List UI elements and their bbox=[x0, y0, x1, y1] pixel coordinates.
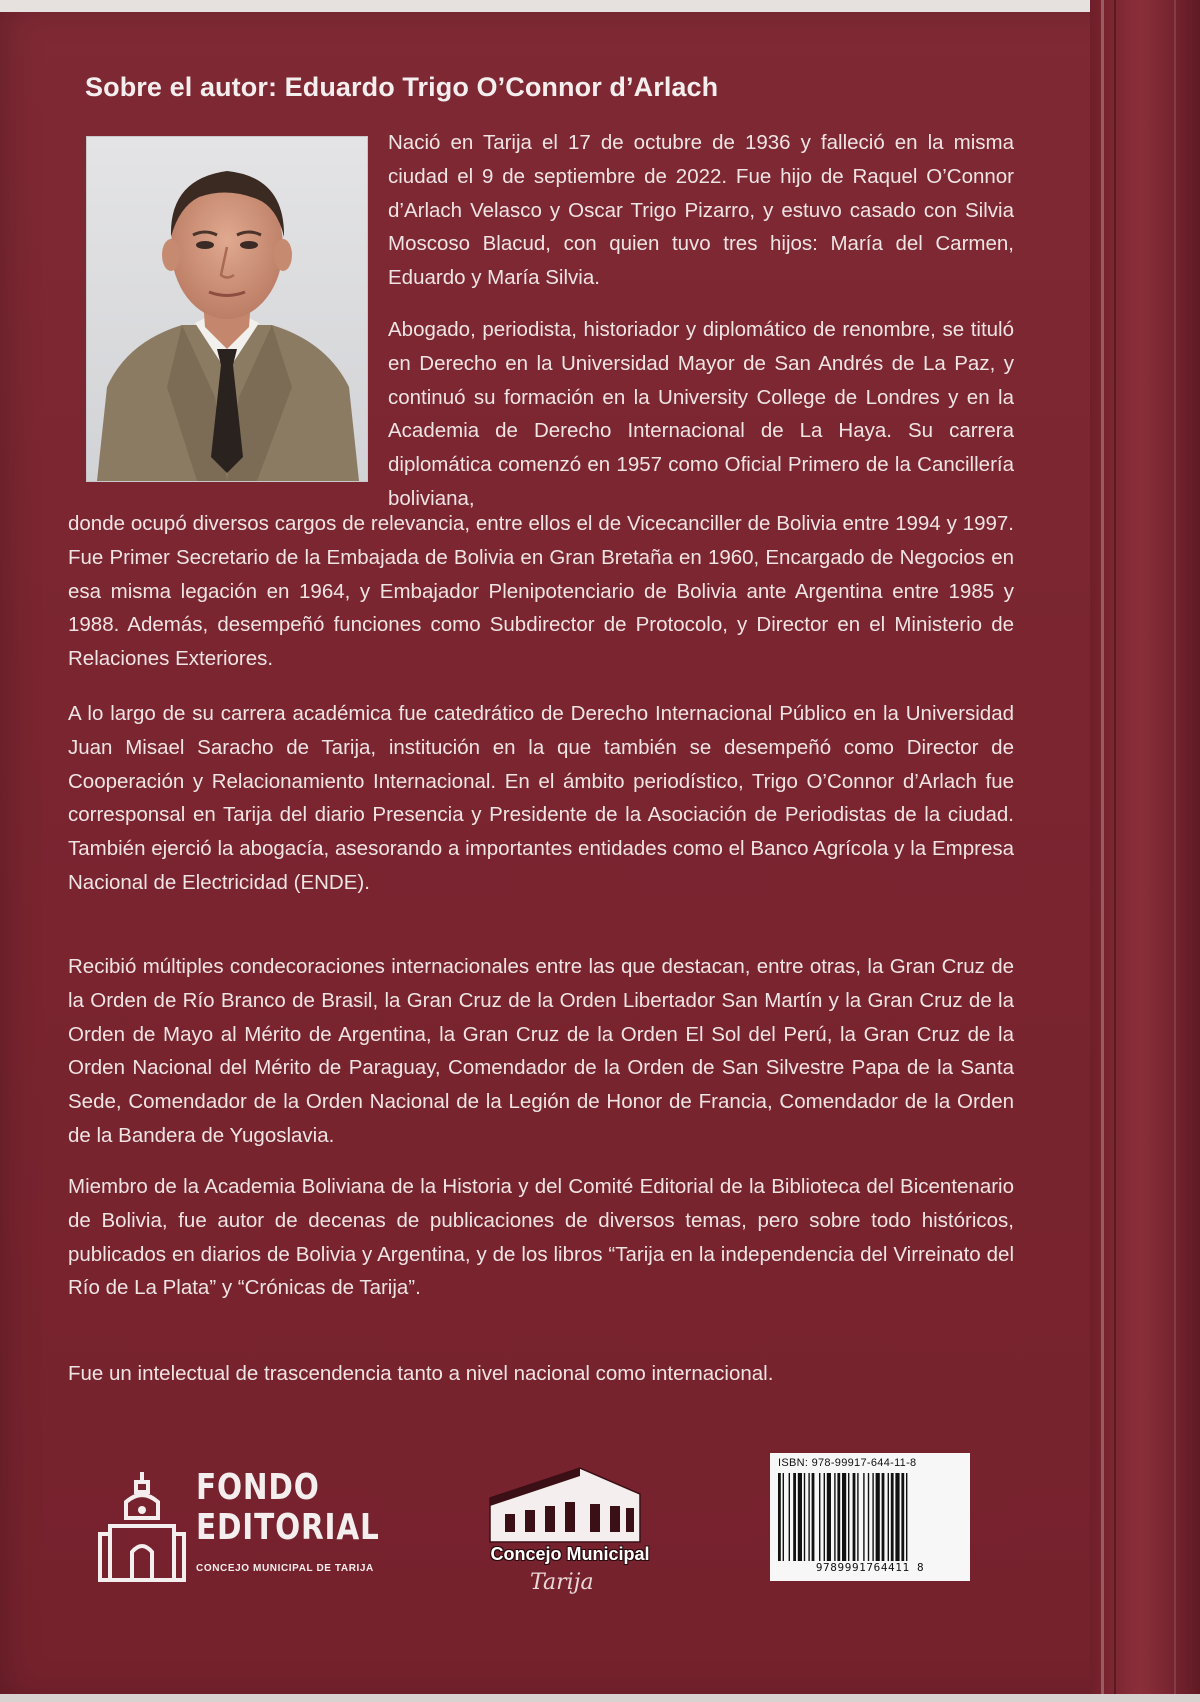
concejo-signature: Tarija bbox=[530, 1570, 594, 1595]
paragraph-career-continued: donde ocupó diversos cargos de relevancia, entre ellos el de Vicecanciller de Bolivia entre 1994 y 1997. Fue Primer Secretario de la Embajada de Bolivia en Gran Bretaña en 1960, Encargado de Negocios en esa misma legación en 1964, y Embajador Plenipotenciario de Bolivia ante Argentina entre 1985 y 1988. Además, desempeñó funciones como Subdirector de Protocolo, y Director en el Ministerio de Relaciones Exteriores. bbox=[68, 512, 1014, 671]
author-portrait-icon bbox=[87, 137, 367, 481]
editorial-line: EDITORIAL bbox=[196, 1507, 380, 1548]
fondo-subtitle: CONCEJO MUNICIPAL DE TARIJA bbox=[196, 1563, 374, 1574]
author-heading: Sobre el autor: Eduardo Trigo O’Connor d’Arlach bbox=[85, 72, 719, 102]
book-spine-edge bbox=[1090, 0, 1200, 1702]
barcode-bars-icon bbox=[778, 1473, 962, 1561]
paragraph-career-start: Abogado, periodista, historiador y diplomático de renombre, se tituló en Derecho en la Universidad Mayor de San Andrés de La Paz, y continuó su formación en la University College de Londres y en la Academia de Derecho Internacional de La Haya. Su carrera diplomática comenzó en 1957 como Oficial Primero de la Cancillería boliviana, bbox=[388, 318, 1014, 510]
barcode-number: 9789991764411 8 bbox=[815, 1561, 925, 1574]
paragraph-academic: A lo largo de su carrera académica fue catedrático de Derecho Internacional Público en la Universidad Juan Misael Saracho de Tarija, institución en la que también se desempeñó como Director de Cooperación y Relacionamiento Internacional. En el ámbito periodístico, Trigo O’Connor d’Arlach fue corresponsal en Tarija del diario Presencia y Presidente de la Asociación de Periodistas de la ciudad. También ejerció la abogacía, asesorando a importantes entidades como el Banco Agrícola y la Empresa Nacional de Electricidad (ENDE). bbox=[68, 702, 1014, 894]
spine-highlight bbox=[1174, 0, 1176, 1702]
paragraph-publications: Miembro de la Academia Boliviana de la Historia y del Comité Editorial de la Biblioteca del Bicentenario de Bolivia, fue autor de decenas de publicaciones de diversos temas, pero sobre todo históricos, publicados en diarios de Bolivia y Argentina, y de los libros “Tarija en la independencia del Virreinato del Río de La Plata” y “Crónicas de Tarija”. bbox=[68, 1175, 1014, 1300]
fondo-editorial-logo bbox=[96, 1467, 380, 1588]
paragraph-awards: Recibió múltiples condecoraciones internacionales entre las que destacan, entre otras, la Gran Cruz de la Orden de Río Branco de Brasil, la Gran Cruz de la Orden Libertador San Martín y la Gran Cruz de la Orden de Mayo al Mérito de Argentina, la Gran Cruz de la Orden El Sol del Perú, la Gran Cruz de la Orden Nacional del Mérito de Paraguay, Comendador de la Orden de San Silvestre Papa de la Santa Sede, Comendador de la Orden Nacional de la Legión de Honor de Francia, Comendador de la Orden de la Bandera de Yugoslavia. bbox=[68, 955, 1014, 1147]
municipal-building-icon bbox=[460, 1458, 680, 1558]
concejo-municipal-logo bbox=[460, 1458, 680, 1608]
spine-crease-shadow bbox=[1114, 0, 1116, 1702]
building-tower-icon bbox=[96, 1468, 188, 1586]
spine-crease bbox=[1101, 0, 1104, 1702]
concejo-municipal-wordmark: Concejo Municipal bbox=[490, 1544, 650, 1564]
paragraph-birth: Nació en Tarija el 17 de octubre de 1936 y falleció en la misma ciudad el 9 de septiembre de 2022. Fue hijo de Raquel O’Connor d’Arlach Velasco y Oscar Trigo Pizarro, y estuvo casado con Silvia Moscoso Blacud, con quien tuvo tres hijos: María del Carmen, Eduardo y María Silvia. bbox=[388, 131, 1014, 290]
fondo-editorial-title bbox=[196, 1468, 380, 1548]
fondo-line: FONDO bbox=[196, 1467, 320, 1508]
isbn-label: ISBN: 978-99917-644-11-8 bbox=[778, 1457, 917, 1469]
paragraph-closing: Fue un intelectual de trascendencia tanto a nivel nacional como internacional. bbox=[68, 1362, 774, 1385]
isbn-barcode bbox=[770, 1453, 970, 1581]
author-photo bbox=[86, 136, 368, 482]
